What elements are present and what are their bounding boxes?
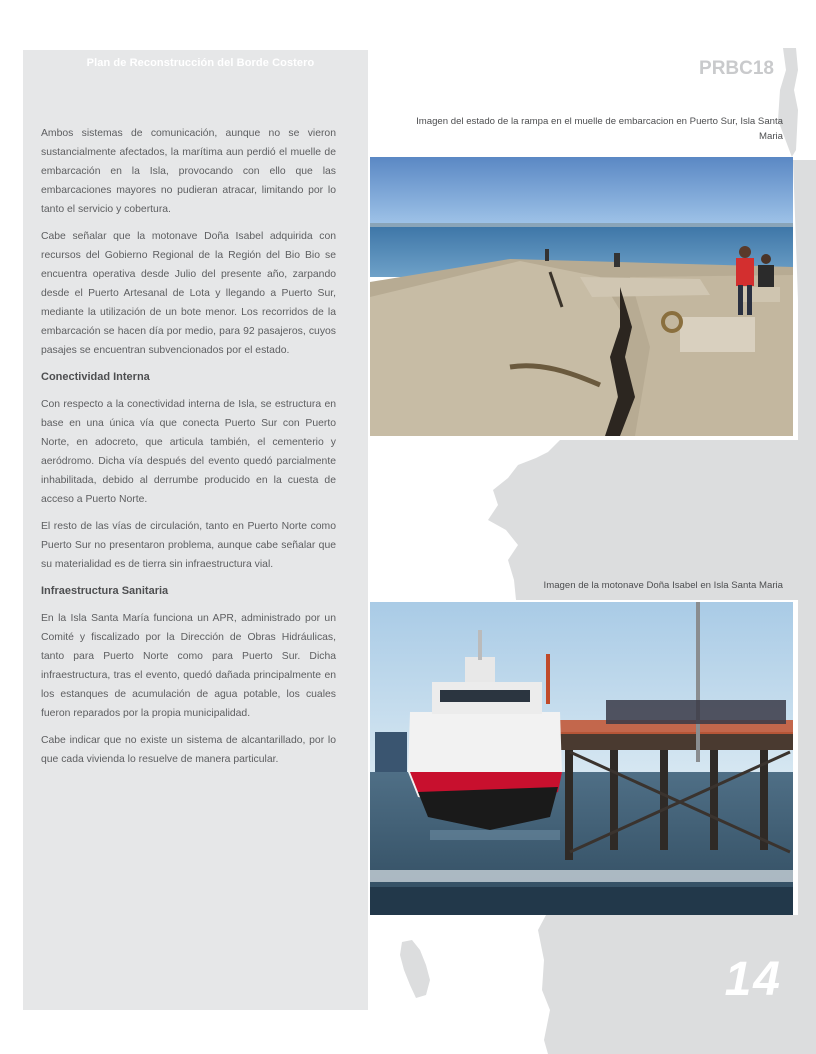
photo-caption-motonave: Imagen de la motonave Doña Isabel en Isla Santa Maria [543, 580, 783, 591]
document-code: PRBC18 [699, 58, 774, 79]
document-header-title: Plan de Reconstrucción del Borde Costero [86, 57, 315, 69]
page-number: 14 [724, 953, 782, 1006]
paragraph: Ambos sistemas de comunicación, aunque no se vieron sustancialmente afectados, la marítima aun perdió el muelle de embarcación en la Isla, provocando con ello que las embarcaciones mayores no pudieran atracar, limitando por lo tanto el servicio y cobertura. [41, 128, 336, 215]
photo-damaged-ramp [370, 157, 793, 436]
section-heading-sanitaria: Infraestructura Sanitaria [41, 585, 169, 597]
photo-caption-rampa: Imagen del estado de la rampa en el muelle de embarcacion en Puerto Sur, Isla Santa Maria [416, 116, 783, 142]
body-text [41, 124, 336, 777]
paragraph: Cabe señalar que la motonave Doña Isabel adquirida con recursos del Gobierno Regional de la Región del Bio Bio se encuentra operativa desde Julio del presente año, zarpando desde el Puerto Artesanal de Lota y llegando a Puerto Sur, mediante la utilización de un bote menor. Los recorridos de la embarcación se hacen día por medio, para 92 pasajeros, cuyos pasajes se encuentran subvencionados por el estado. [41, 231, 336, 356]
text-panel [23, 50, 368, 1010]
photo-ferry-dona-isabel [370, 602, 793, 915]
section-heading-conectividad: Conectividad Interna [41, 371, 150, 383]
paragraph: El resto de las vías de circulación, tanto en Puerto Norte como Puerto Sur no presentaron problema, aunque cabe señalar que su materialidad es de tierra sin infraestructura vial. [41, 521, 336, 570]
paragraph: En la Isla Santa María funciona un APR, administrado por un Comité y fiscalizado por la Dirección de Obras Hidráulicas, tanto para Puerto Norte como para Puerto Sur. Dicha infraestructura, tras el evento, quedó dañada principalmente en los estanques de acumulación de agua potable, los cuales fueron reparados por la propia municipalidad. [41, 613, 336, 719]
paragraph: Con respecto a la conectividad interna de Isla, se estructura en base en una única vía que conecta Puerto Sur con Puerto Norte, en adocreto, que articula también, el cementerio y aeródromo. Dicha vía después del evento quedó parcialmente inhabilitada, debido al derrumbe producido en la cuesta de acceso a Puerto Norte. [41, 399, 336, 505]
paragraph: Cabe indicar que no existe un sistema de alcantarillado, por lo que cada vivienda lo resuelve de manera particular. [41, 735, 336, 765]
